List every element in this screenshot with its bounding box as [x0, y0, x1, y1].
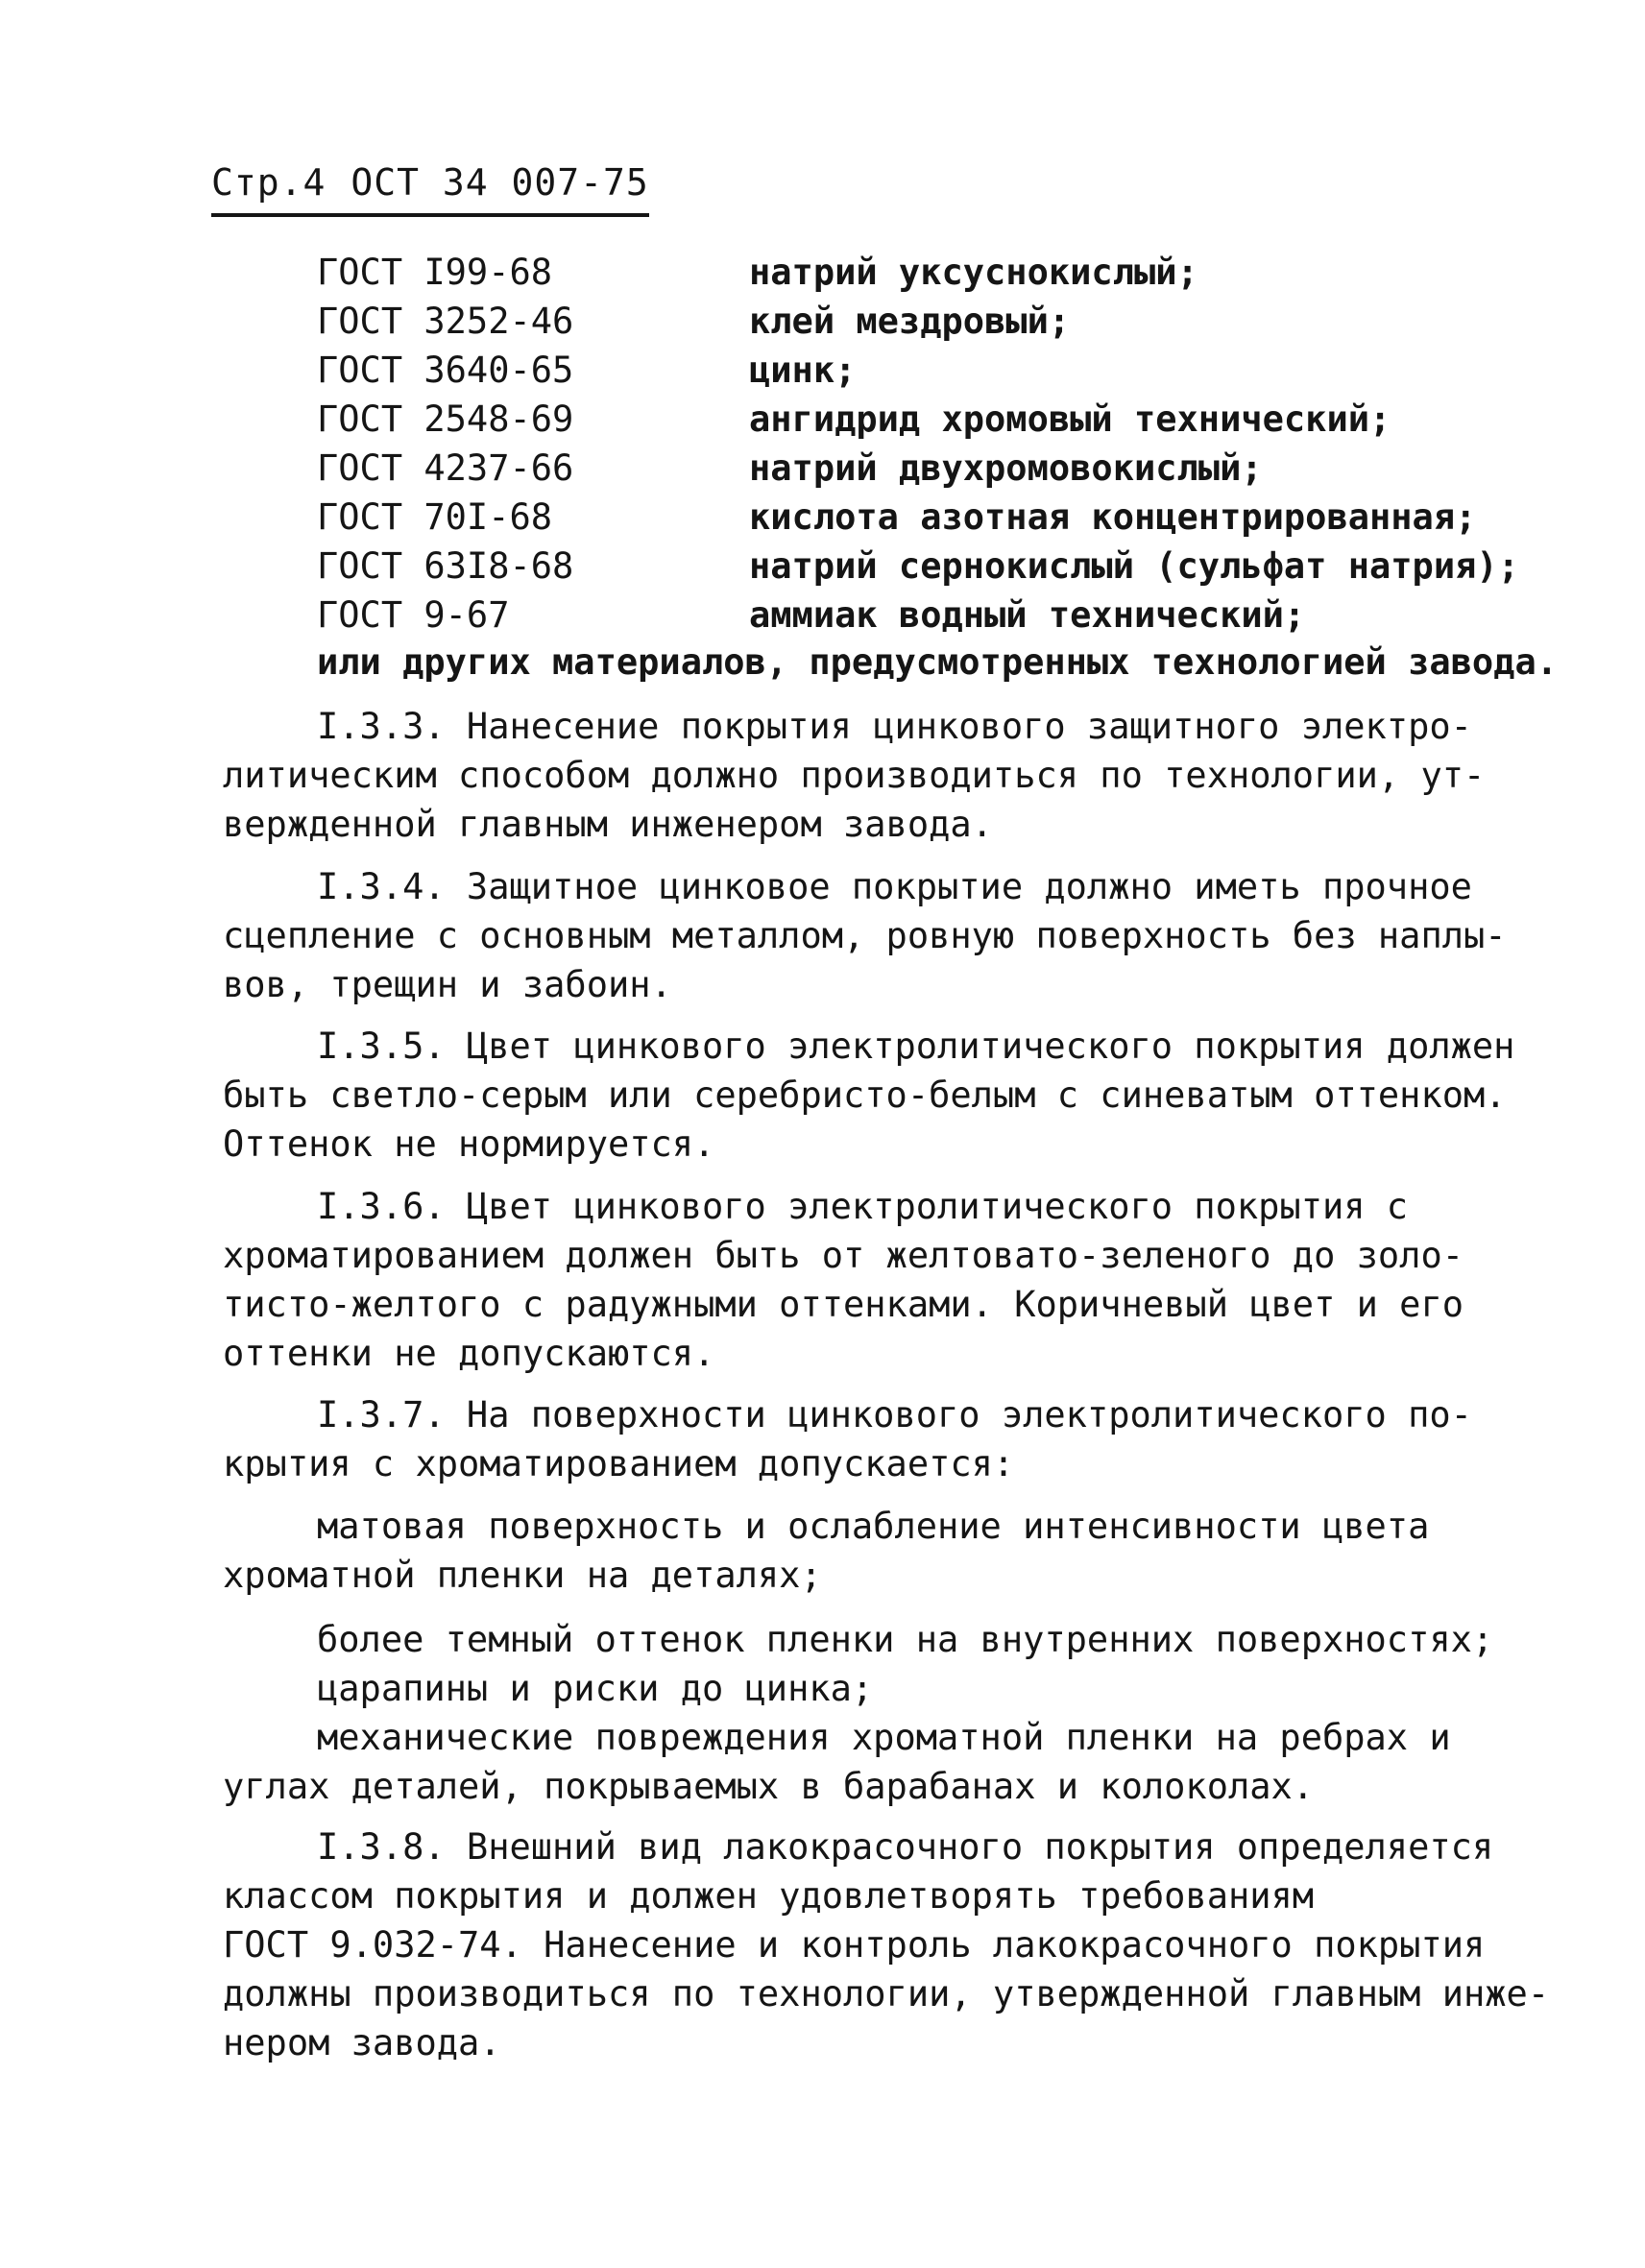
material-name: аммиак водный технический;: [749, 594, 1306, 636]
clause-1-3-8-line: должны производиться по технологии, утвержденной главным инже-: [223, 1973, 1550, 2015]
clause-1-3-7-item: матовая поверхность и ослабление интенсивности цвета: [317, 1506, 1430, 1547]
clause-1-3-7-line: I.3.7. На поверхности цинкового электролитического по-: [317, 1394, 1472, 1436]
clause-1-3-3-line: литическим способом должно производиться по технологии, ут-: [223, 755, 1486, 796]
clause-1-3-8-line: ГОСТ 9.032-74. Нанесение и контроль лакокрасочного покрытия: [223, 1924, 1486, 1966]
gost-code: ГОСТ 9-67: [317, 594, 510, 636]
clause-1-3-6-line: оттенки не допускаются.: [223, 1333, 715, 1374]
clause-1-3-3-line: вержденной главным инженером завода.: [223, 804, 993, 845]
standard-number: ОСТ 34 007-75: [351, 161, 649, 204]
material-name: клей мездровый;: [749, 301, 1071, 342]
clause-1-3-3-line: I.3.3. Нанесение покрытия цинкового защитного электро-: [317, 706, 1472, 747]
material-name: натрий двухромовокислый;: [749, 447, 1263, 489]
clause-1-3-7-item: царапины и риски до цинка;: [317, 1668, 874, 1709]
clause-1-3-7-item: хроматной пленки на деталях;: [223, 1555, 822, 1596]
clause-1-3-7-item: более темный оттенок пленки на внутренних поверхностях;: [317, 1619, 1494, 1660]
page-number: Стр.4: [211, 161, 327, 204]
clause-1-3-7-item: механические повреждения хроматной пленки на ребрах и: [317, 1717, 1451, 1758]
gost-code: ГОСТ I99-68: [317, 252, 553, 293]
clause-1-3-8-line: I.3.8. Внешний вид лакокрасочного покрытия определяется: [317, 1826, 1494, 1868]
material-name: натрий сернокислый (сульфат натрия);: [749, 545, 1519, 587]
material-name: ангидрид хромовый технический;: [749, 398, 1391, 440]
clause-1-3-6-line: I.3.6. Цвет цинкового электролитического покрытия с: [317, 1186, 1409, 1227]
gost-code: ГОСТ 2548-69: [317, 398, 574, 440]
gost-code: ГОСТ 70I-68: [317, 496, 553, 538]
clause-1-3-6-line: хроматированием должен быть от желтовато-зеленого до золо-: [223, 1235, 1464, 1276]
gost-code: ГОСТ 3252-46: [317, 301, 574, 342]
clause-1-3-8-line: классом покрытия и должен удовлетворять требованиям: [223, 1875, 1315, 1917]
clause-1-3-7-item: углах деталей, покрываемых в барабанах и колоколах.: [223, 1766, 1315, 1807]
material-name: натрий уксуснокислый;: [749, 252, 1198, 293]
clause-1-3-4-line: вов, трещин и забоин.: [223, 964, 672, 1005]
clause-1-3-8-line: нером завода.: [223, 2022, 501, 2063]
list-closing-line: или других материалов, предусмотренных технологией завода.: [317, 641, 1559, 683]
clause-1-3-5-line: Оттенок не нормируется.: [223, 1123, 715, 1165]
gost-code: ГОСТ 3640-65: [317, 350, 574, 391]
material-name: кислота азотная концентрированная;: [749, 496, 1477, 538]
clause-1-3-5-line: I.3.5. Цвет цинкового электролитического покрытия должен: [317, 1025, 1515, 1067]
gost-code: ГОСТ 63I8-68: [317, 545, 574, 587]
clause-1-3-4-line: I.3.4. Защитное цинковое покрытие должно иметь прочное: [317, 866, 1472, 907]
clause-1-3-4-line: сцепление с основным металлом, ровную поверхность без наплы-: [223, 915, 1507, 956]
gost-code: ГОСТ 4237-66: [317, 447, 574, 489]
material-name: цинк;: [749, 350, 857, 391]
clause-1-3-5-line: быть светло-серым или серебристо-белым с синеватым оттенком.: [223, 1074, 1507, 1116]
clause-1-3-7-line: крытия с хроматированием допускается:: [223, 1443, 1015, 1484]
page-header: [211, 161, 649, 217]
clause-1-3-6-line: тисто-желтого с радужными оттенками. Коричневый цвет и его: [223, 1284, 1464, 1325]
